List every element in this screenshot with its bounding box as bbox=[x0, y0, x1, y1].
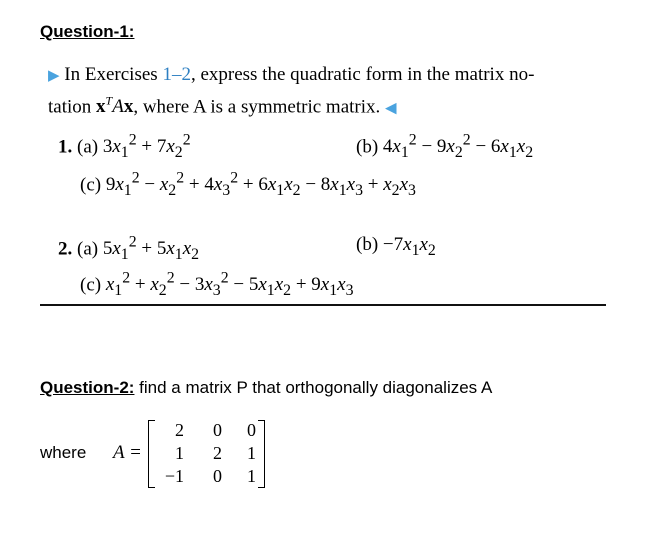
intro-line2-pre: tation bbox=[48, 96, 97, 118]
exercise-1c-expr: $9x_1^2 - x_2^2 + 4x_3^2 + 6x_1x_2 - 8x_1x_3 + x_2x_3$ bbox=[105, 170, 416, 200]
exercise-2c bbox=[80, 270, 354, 300]
exercise-2a-expr: $5x_1^2 + 5x_1x_2$ bbox=[102, 234, 200, 264]
intro-line2-post: , where A is a symmetric matrix. bbox=[133, 96, 381, 118]
exercise-2c-label: (c) bbox=[80, 274, 102, 296]
intro-line-2 bbox=[48, 88, 397, 121]
exercise-1b-expr: $4x_1^2 - 9x_2^2 - 6x_1x_2$ bbox=[382, 132, 534, 162]
exercise-2b-expr: $-7x_1x_2$ bbox=[382, 234, 436, 259]
question-1-heading: Question-1: bbox=[40, 22, 135, 41]
question-2-line bbox=[40, 378, 492, 398]
where-label: where bbox=[40, 443, 87, 462]
matrix-cell: 1 bbox=[175, 443, 184, 463]
matrix-cell: 2 bbox=[213, 443, 222, 463]
exercise-1c-label: (c) bbox=[80, 174, 102, 196]
exercise-2b bbox=[356, 234, 436, 260]
exercise-1a bbox=[58, 132, 191, 162]
reverse-triangle-icon: ◀ bbox=[385, 100, 397, 117]
exercise-1c bbox=[80, 170, 416, 200]
matrix-cell: 1 bbox=[247, 443, 256, 463]
matrix-cell: 0 bbox=[213, 420, 222, 440]
exercise-2c-expr: $x_1^2 + x_2^2 - 3x_3^2 - 5x_1x_2 + 9x_1x_3$ bbox=[105, 270, 354, 300]
exercise-2a-label: (a) bbox=[77, 238, 99, 260]
matrix-A-label: A = bbox=[113, 442, 142, 463]
intro-text-post: , express the quadratic form in the matrix no- bbox=[190, 64, 535, 85]
matrix-cell: 1 bbox=[247, 466, 256, 486]
exercise-2-number: 2. bbox=[58, 238, 73, 260]
exercise-1a-label: (a) bbox=[77, 136, 99, 158]
matrix-cell: 0 bbox=[213, 466, 222, 486]
exercise-1b-label: (b) bbox=[356, 136, 379, 158]
exercise-1-number: 1. bbox=[58, 136, 73, 158]
exercise-2a bbox=[58, 234, 199, 264]
exercise-ref-link[interactable]: 1–2 bbox=[162, 64, 191, 85]
exercise-1a-expr: $3x_1^2 + 7x_2^2$ bbox=[102, 132, 191, 162]
matrix-cell: 2 bbox=[175, 420, 184, 440]
play-triangle-icon: ▶ bbox=[48, 68, 60, 84]
matrix-notation: $x^TAx$ bbox=[96, 94, 134, 118]
exercise-1b bbox=[356, 132, 533, 162]
intro-line-1 bbox=[48, 62, 534, 89]
intro-text-pre: In Exercises bbox=[64, 64, 163, 85]
matrix-cell: −1 bbox=[164, 466, 184, 486]
exercise-2b-label: (b) bbox=[356, 234, 379, 255]
matrix-right-bracket bbox=[258, 420, 265, 488]
matrix-left-bracket bbox=[148, 420, 155, 488]
matrix-cell: 0 bbox=[247, 420, 256, 440]
section-divider bbox=[40, 304, 606, 306]
question-2-heading: Question-2: bbox=[40, 378, 135, 397]
question-2-text: find a matrix P that orthogonally diagonalizes A bbox=[134, 378, 493, 397]
